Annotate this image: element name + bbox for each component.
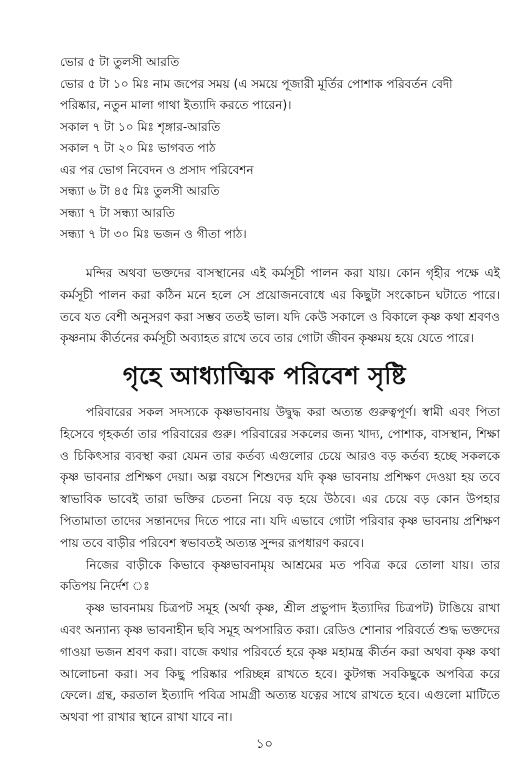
schedule-line: সন্ধ্যা ৬ টা ৪৫ মিঃ তুলসী আরতি (60, 184, 220, 198)
body-paragraph: কৃষ্ণ ভাবনাময় চিত্রপট সমূহ (অর্থা কৃষ্ণ, শ্রীল প্রভুপাদ ইত্যাদির চিত্রপট) টাঙিয়ে রাখা এবং অন্যান্য কৃষ্ণ ভাবনাহীন ছবি সমূহ অপসারিত করা। রেডিও শোনার পরিবর্তে শুদ্ধ ভক্তদের গাওয়া ভজন শ্রবণ করা। বাজে কথার পরিবর্তে হরে কৃষ্ণ মহামন্ত্র কীর্তন করা অথবা কৃষ্ণ কথা আলোচনা করা। সব কিছু পরিষ্কার পরিচ্ছন্ন রাখতে হবে। কুটগন্ধ সবকিছুকে অপবিত্র করে ফেলে। গ্রন্থ, করতাল ইত্যাদি পবিত্র সামগ্রী অত্যন্ত যত্নের সাথে রাখতে হবে। এগুলো মাটিতে অথবা পা রাখার স্থানে রাখা যাবে না। (60, 601, 500, 725)
schedule-line: সকাল ৭ টা ২০ মিঃ ভাগবত পাঠ (60, 141, 216, 155)
daily-schedule (60, 52, 500, 246)
page-number: ১০ (256, 737, 273, 752)
body-paragraph: নিজের বাড়ীকে কিভাবে কৃষ্ণভাবনামৃয় আশ্রমের মত পবিত্র করে তোলা যায়। তার কতিপয় নির্দেশ ঃ (60, 557, 500, 594)
schedule-line: সন্ধ্যা ৭ টা সন্ধ্যা আরতি (60, 205, 175, 220)
schedule-line: এর পর ভোগ নিবেদন ও প্রসাদ পরিবেশন (60, 162, 254, 177)
section-body (60, 402, 500, 729)
schedule-line: সন্ধ্যা ৭ টা ৩০ মিঃ ভজন ও গীতা পাঠ। (60, 227, 247, 241)
intro-paragraph: মন্দির অথবা ভক্তদের বাসস্থানের এই কর্মসূচী পালন করা যায়। কোন গৃহীর পক্ষে এই কর্মসূচী পালন করা কঠিন মনে হলে সে প্রয়োজনবোধে এর কিছুটা সংকোচন ঘটাতে পারে। তবে যত বেশী অনুসরণ করা সম্ভব ততই ভাল। যদি কেউ সকালে ও বিকালে কৃষ্ণ কথা শ্রবণও কৃষ্ণনাম কীর্তনের কর্মসূচী অব্যাহত রাখে তবে তার গোটা জীবন কৃষ্ণময় হয়ে যেতে পারে। (60, 266, 500, 346)
body-paragraph: পরিবারের সকল সদস্যকে কৃষ্ণভাবনায় উদ্বুদ্ধ করা অত্যন্ত গুরুত্বপূর্ণ। স্বামী এবং পিতা হিসেবে গৃহকর্তা তার পরিবারের গুরু। পরিবারের সকলের জন্য খাদ্য, পোশাক, বাসস্থান, শিক্ষা ও চিকিৎসার ব্যবস্থা করা যেমন তার কর্তব্য এগুলোর চেয়ে আরও বড় কর্তব্য হচ্ছে সকলকে কৃষ্ণ ভাবনার প্রশিক্ষণ দেয়া। অল্প বয়সে শিশুদের যদি কৃষ্ণ ভাবনায় প্রশিক্ষণ দেওয়া হয় তবে স্বাভাবিক ভাবেই তারা ভক্তির চেতনা নিয়ে বড় হয়ে উঠবে। এর চেয়ে বড় কোন উপহার পিতামাতা তাদের সন্তানদের দিতে পারে না। যদি এভাবে গোটা পরিবার কৃষ্ণ ভাবনায় প্রশিক্ষণ পায় তবে বাড়ীর পরিবেশ স্বভাবতই অত্যন্ত সুন্দর রূপধারণ করবে। (60, 405, 500, 550)
section-heading: গৃহে আধ্যাত্মিক পরিবেশ সৃষ্টি (122, 361, 407, 390)
schedule-line: পরিষ্কার, নতুন মালা গাথা ইত্যাদি করতে পারেন)। (60, 98, 292, 112)
schedule-line: ভোর ৫ টা তুলসী আরতি (60, 55, 180, 69)
schedule-line: ভোর ৫ টা ১০ মিঃ নাম জপের সময় (এ সময়ে পূজারী মূর্তির পোশাক পরিবর্তন বেদী (60, 76, 453, 91)
schedule-line: সকাল ৭ টা ১০ মিঃ শৃঙ্গার-আরতি (60, 119, 221, 134)
